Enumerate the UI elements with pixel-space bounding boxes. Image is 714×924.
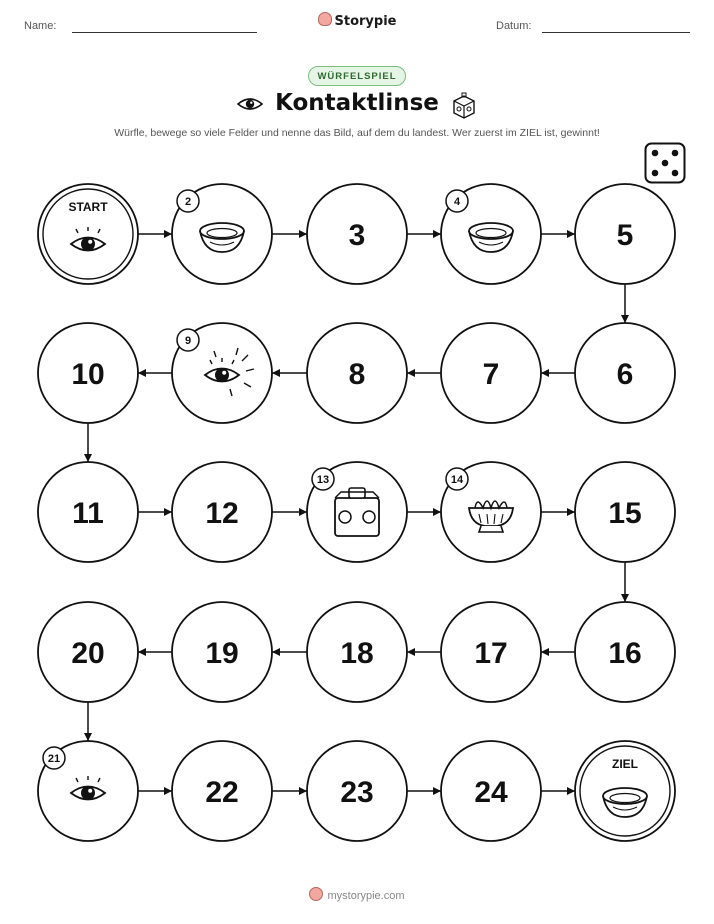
arrow-head (164, 508, 172, 516)
cell-badge-number: 2 (184, 196, 192, 208)
board-cell-18 (307, 602, 407, 702)
cell-circle (38, 184, 138, 284)
arrow-head (138, 369, 146, 377)
cell-number: 8 (348, 358, 366, 391)
cell-number: 20 (71, 637, 105, 670)
cell-label: ZIEL (612, 757, 638, 771)
board-cell-8 (307, 323, 407, 423)
board-cell-2 (172, 184, 272, 284)
game-type-badge: WÜRFELSPIEL (308, 66, 406, 86)
cell-badge-number: 14 (450, 474, 464, 486)
board-cell-16 (575, 602, 675, 702)
board-cell-5 (575, 184, 675, 284)
arrow-head (433, 508, 441, 516)
arrow-head (567, 508, 575, 516)
arrow-head (541, 648, 549, 656)
arrow-head (567, 787, 575, 795)
name-label: Name: (24, 20, 57, 32)
arrow-head (407, 648, 415, 656)
footer (0, 887, 714, 902)
date-label: Datum: (496, 20, 532, 32)
cell-number: 22 (205, 776, 239, 809)
board-cell-23 (307, 741, 407, 841)
cell-badge-number: 9 (184, 335, 192, 347)
cell-number: 11 (72, 497, 104, 530)
board-cell-7 (441, 323, 541, 423)
cell-number: 19 (205, 637, 239, 670)
board-cell-15 (575, 462, 675, 562)
arrow-head (272, 648, 280, 656)
board-cell-6 (575, 323, 675, 423)
page-title: Kontaktlinse (275, 90, 439, 116)
board-cell-19 (172, 602, 272, 702)
cell-badge-number: 21 (47, 753, 61, 765)
cell-number: 18 (340, 637, 374, 670)
board-cell-9 (172, 323, 272, 423)
cell-number: 12 (205, 497, 239, 530)
board-cell-21 (38, 741, 138, 841)
board-cell-24 (441, 741, 541, 841)
board-cell-17 (441, 602, 541, 702)
arrow-head (433, 787, 441, 795)
board-cell-11 (38, 462, 138, 562)
board-cell-4 (441, 184, 541, 284)
arrow-head (299, 508, 307, 516)
arrow-head (164, 230, 172, 238)
cell-label: START (68, 200, 108, 214)
cell-number: 17 (474, 637, 508, 670)
brand-name: Storypie (334, 14, 397, 29)
cell-number: 6 (616, 358, 634, 391)
board-cell-10 (38, 323, 138, 423)
storypie-mascot-icon (309, 887, 323, 901)
cell-number: 15 (608, 497, 642, 530)
board-cell-1 (38, 184, 138, 284)
cell-number: 5 (616, 219, 634, 252)
board-cell-25 (575, 741, 675, 841)
arrow-head (299, 230, 307, 238)
cell-number: 24 (474, 776, 508, 809)
board-cell-22 (172, 741, 272, 841)
board-cell-12 (172, 462, 272, 562)
cell-badge-number: 4 (453, 196, 461, 208)
arrow-head (84, 454, 92, 462)
cell-number: 7 (482, 358, 500, 391)
board-cell-3 (307, 184, 407, 284)
board-cell-20 (38, 602, 138, 702)
arrow-head (541, 369, 549, 377)
instructions: Würfle, bewege so viele Felder und nenne das Bild, auf dem du landest. Wer zuerst im ZIEL ist, gewinnt! (114, 127, 600, 139)
arrow-head (567, 230, 575, 238)
cell-number: 16 (608, 637, 642, 670)
arrow-head (621, 315, 629, 323)
arrow-head (407, 369, 415, 377)
arrow-head (84, 733, 92, 741)
arrow-head (621, 594, 629, 602)
cell-badge-number: 13 (316, 474, 330, 486)
arrow-head (164, 787, 172, 795)
arrow-head (272, 369, 280, 377)
arrow-head (433, 230, 441, 238)
cell-number: 3 (348, 219, 366, 252)
arrow-head (299, 787, 307, 795)
cell-number: 10 (71, 358, 105, 391)
arrow-head (138, 648, 146, 656)
footer-url: mystorypie.com (327, 890, 405, 902)
board-cell-13 (307, 462, 407, 562)
board-cell-14 (441, 462, 541, 562)
cell-number: 23 (340, 776, 374, 809)
